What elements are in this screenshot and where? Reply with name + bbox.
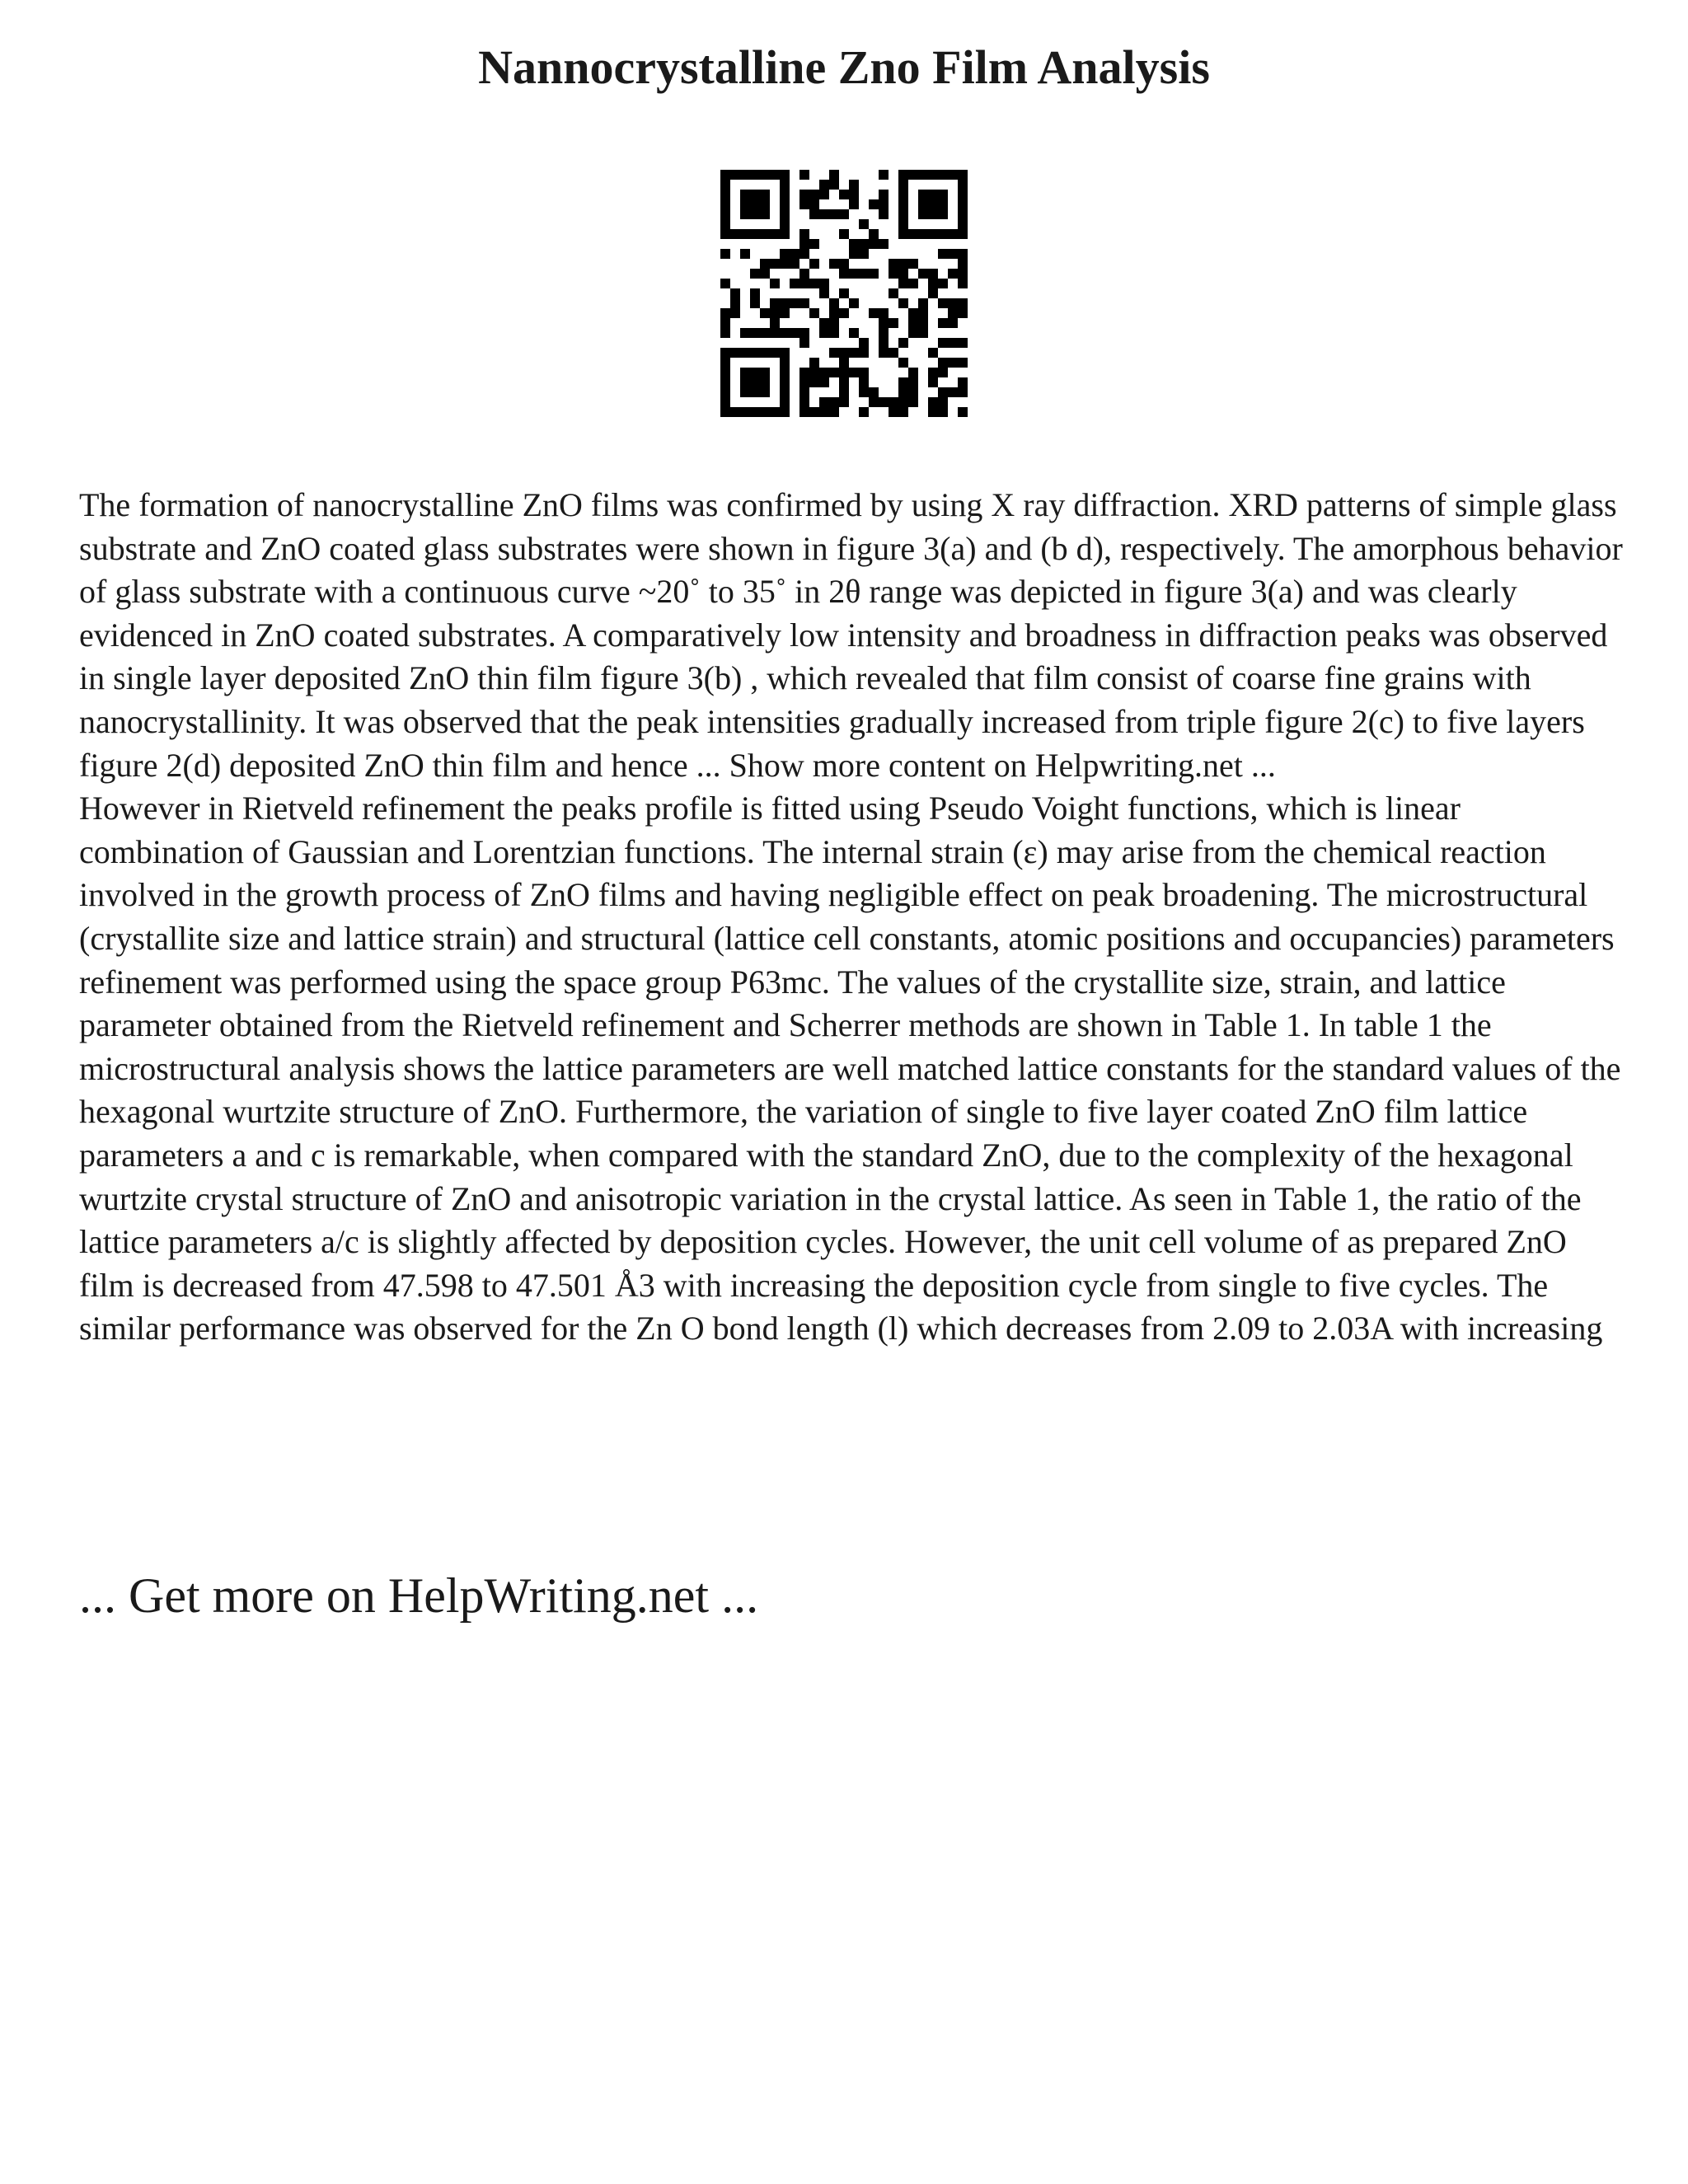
page-title: Nannocrystalline Zno Film Analysis — [478, 40, 1210, 94]
qr-code-graphic — [720, 170, 968, 417]
paragraph-1: The formation of nanocrystalline ZnO films was confirmed by using X ray diffraction. XRD patterns of simple glass substrate and ZnO coated glass substrates were shown in figure 3(a) and (b d), respectively. The amorphous behavior of glass substrate with a continuous curve ~20˚ to 35˚ in 2θ range was depicted in figure 3(a) and was clearly evidenced in ZnO coated substrates. A comparatively low intensity and broadness in diffraction peaks was observed in single layer deposited ZnO thin film figure 3(b) , which revealed that film consist of coarse fine grains with nanocrystallinity. It was observed that the peak intensities gradually increased from triple figure 2(c) to five layers figure 2(d) deposited ZnO thin film and hence ... Show more content on Helpwriting.net ... — [79, 486, 1623, 784]
qr-code-icon[interactable] — [720, 170, 968, 417]
get-more-link[interactable]: ... Get more on HelpWriting.net ... — [79, 1568, 759, 1623]
article-body — [79, 484, 1629, 1351]
paragraph-2: However in Rietveld refinement the peaks profile is fitted using Pseudo Voight functions, which is linear combination of Gaussian and Lorentzian functions. The internal strain (ε) may arise from the chemical reaction involved in the growth process of ZnO films and having negligible effect on peak broadening. The microstructural (crystallite size and lattice strain) and structural (lattice cell constants, atomic positions and occupancies) parameters refinement was performed using the space group P63mc. The values of the crystallite size, strain, and lattice parameter obtained from the Rietveld refinement and Scherrer methods are shown in Table 1. In table 1 the microstructural analysis shows the lattice parameters are well matched lattice constants for the standard values of the hexagonal wurtzite structure of ZnO. Furthermore, the variation of single to five layer coated ZnO film lattice parameters a and c is remarkable, when compared with the standard ZnO, due to the complexity of the hexagonal wurtzite crystal structure of ZnO and anisotropic variation in the crystal lattice. As seen in Table 1, the ratio of the lattice parameters a/c is slightly affected by deposition cycles. However, the unit cell volume of as prepared ZnO film is decreased from 47.598 to 47.501 Å3 with increasing the deposition cycle from single to five cycles. The similar performance was observed for the Zn O bond length (l) which decreases from 2.09 to 2.03A with increasing — [79, 790, 1621, 1347]
